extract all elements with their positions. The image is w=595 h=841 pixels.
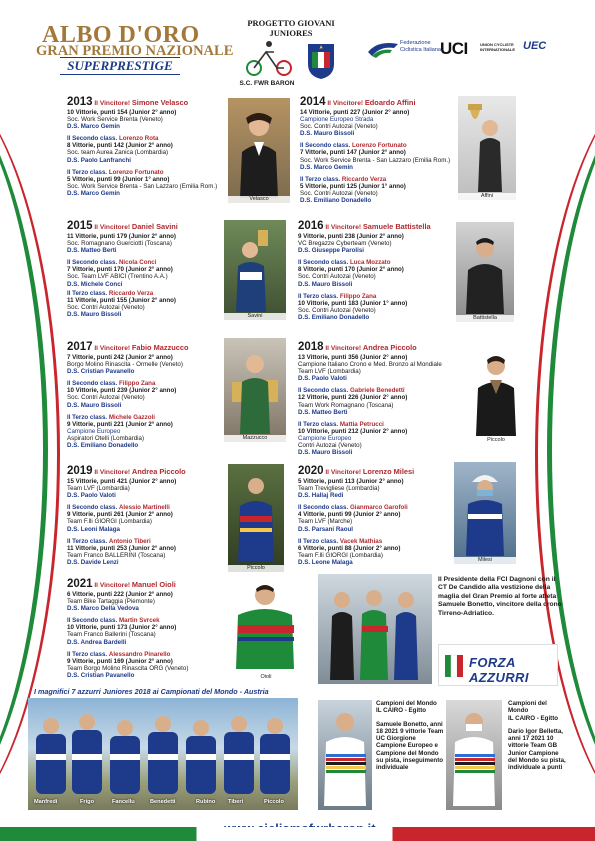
photo-caption: Battistella — [456, 315, 514, 322]
second-label: Il Secondo class. — [67, 504, 118, 512]
photo-president-ceremony — [318, 574, 432, 684]
team-name-rubino: Rubino — [196, 799, 216, 805]
second-name: Alessio Martinelli — [118, 504, 170, 512]
winner-name: Andrea Piccolo — [362, 343, 417, 352]
entry-year: 2019 — [67, 465, 93, 477]
winner-team: Team LVF (Lombardia) — [298, 368, 361, 376]
campioni-title: Campioni del Mondo — [508, 700, 547, 715]
rider-silhouette-icon — [462, 230, 508, 314]
entry-year: 2017 — [67, 341, 93, 353]
third-name: Mattia Petrucci — [339, 420, 384, 428]
second-stats: 8 Vittorie, punti 142 (Junior 2° anno) — [67, 142, 173, 150]
second-stats: 7 Vittorie, punti 170 (Junior 2° anno) — [67, 266, 173, 274]
entry-2015 — [67, 220, 229, 318]
team-name-tiberi: Tiberi — [228, 799, 244, 805]
winner-title: Campione Italiano Crono e Med. Bronzo al Mondiale — [298, 361, 442, 369]
third-stats: 9 Vittorie, punti 169 (Junior 2° anno) — [67, 657, 173, 665]
fci-logo-icon — [368, 40, 398, 58]
third-stats: 5 Vittorie, punti 125 (Junior 1° anno) — [300, 182, 406, 190]
second-label: Il Secondo class. — [67, 259, 118, 267]
second-ds: D.S. Mauro Bissoli — [298, 280, 353, 288]
winner-team: Team Bike Tartaggia (Piemonte) — [67, 598, 155, 606]
entry-2016 — [298, 220, 460, 321]
team-name-fancellu: Fancellu — [112, 799, 135, 805]
winner-name: Fabio Mazzucco — [131, 343, 189, 352]
winner-label: Il Vincitore! — [94, 100, 131, 107]
second-name: Gabriele Benedetti — [349, 387, 405, 395]
second-label: Il Secondo class. — [298, 387, 349, 395]
bottom-tricolore-bar — [0, 827, 595, 841]
second-stats: 8 Vittorie, punti 170 (Junior 2° anno) — [298, 266, 404, 274]
uci-logo: UCI — [440, 39, 468, 58]
photo-caption: Velasco — [228, 196, 290, 203]
uec-logo: UEC — [523, 40, 547, 52]
cyclist-helmet-icon — [460, 468, 510, 556]
club-name: S.C. FWR BARON — [239, 80, 295, 87]
winner-name: Samuele Battistella — [362, 222, 431, 231]
winner-team: Team LVF (Lombardia) — [67, 485, 130, 493]
second-name: Nicola Conci — [118, 259, 157, 267]
third-title: Campione Europeo — [67, 427, 121, 435]
team-name-frigo: Frigo — [80, 799, 94, 805]
photo-oioli — [222, 577, 310, 681]
second-ds: D.S. Mauro Bissoli — [67, 401, 122, 409]
second-label: Il Secondo class. — [67, 380, 118, 388]
third-label: Il Terzo class. — [67, 168, 108, 176]
photo-caption: Mazzucco — [224, 435, 286, 442]
rider-silhouette-icon — [236, 108, 282, 198]
cyclist-jersey-icon — [232, 472, 280, 562]
third-team: Team Borgo Molino Rinascita ORG (Veneto) — [67, 664, 189, 672]
second-ds: D.S. Marco Gemin — [300, 163, 353, 171]
second-name: Gianmarco Garofoli — [349, 504, 408, 512]
entry-2017 — [67, 341, 229, 449]
second-team: Soc. team Aurea Zanica (Lombardia) — [67, 149, 169, 157]
winner-label: Il Vincitore! — [94, 345, 131, 352]
winner-team: VC Bregazze Cyberteam (Veneto) — [298, 240, 392, 248]
winner-ds: D.S. Cristian Pavanello — [67, 368, 135, 376]
photo-caption: Oioli — [222, 674, 310, 681]
photo-caption: Piccolo — [468, 437, 524, 444]
third-label: Il Terzo class. — [298, 420, 339, 428]
winner-label: Il Vincitore! — [94, 469, 131, 476]
team-riders-icon — [28, 698, 298, 810]
third-team: Soc. Contri Autozai (Veneto) — [298, 306, 376, 314]
photo-affini — [458, 96, 516, 200]
winner-name: Edoardo Affini — [364, 98, 416, 107]
photo-velasco — [228, 98, 290, 203]
winner-ds: D.S. Marco Della Vedova — [67, 605, 139, 613]
entry-year: 2021 — [67, 578, 93, 590]
winner-stats: 6 Vittorie, punti 222 (Junior 2° anno) — [67, 591, 173, 598]
second-label: Il Secondo class. — [298, 259, 349, 267]
entry-2019 — [67, 465, 229, 566]
photo-caption: Savini — [224, 313, 286, 320]
team-name-piccolo: Piccolo — [264, 799, 284, 805]
title-superprestige: SUPERPRESTIGE — [60, 57, 180, 75]
winner-stats: 10 Vittorie, punti 154 (Junior 2° anno) — [67, 109, 177, 116]
magnifici-caption: I magnifici 7 azzurri Juniores 2018 ai Campionati del Mondo - Austria — [34, 687, 269, 696]
third-name: Vacek Mathias — [339, 537, 383, 545]
second-team: Team F.lli GIORGI (Lombardia) — [67, 518, 152, 526]
campioni-text: Dario Igor Belletta, anni 17 2021 10 vittorie Team GB Junior Campione del Mondo su pista, individuale a punti — [508, 727, 566, 772]
entry-2021 — [67, 578, 229, 679]
photo-battistella — [456, 222, 514, 322]
winner-ds: D.S. Hallaj Redi — [298, 492, 344, 500]
winner-stats: 15 Vittorie, punti 421 (Junior 2° anno) — [67, 478, 177, 485]
second-team: Team LVF (Marche) — [298, 518, 353, 526]
campioni-place: IL CAIRO - Egitto — [376, 707, 427, 715]
team-name-benedetti: Benedetti — [150, 799, 176, 805]
third-team: Soc. Contri Autozai (Veneto) — [67, 303, 145, 311]
forza-azzurri-text: FORZA AZZURRI — [469, 655, 529, 685]
winner-team: Team Trevigliese (Lombardia) — [298, 485, 380, 493]
world-champion-jersey-icon — [320, 706, 370, 806]
third-stats: 11 Vittorie, punti 253 (Junior 2° anno) — [67, 544, 176, 552]
second-stats: 9 Vittorie, punti 261 (Junior 2° anno) — [67, 511, 173, 519]
winner-name: Andrea Piccolo — [131, 467, 186, 476]
third-label: Il Terzo class. — [67, 413, 108, 421]
title-gran-premio: GRAN PREMIO NAZIONALE — [36, 43, 234, 59]
second-ds: D.S. Paolo Lanfranchi — [67, 156, 131, 164]
second-team: Soc. Work Service Brenta - San Lazzaro (Emilia Rom.) — [300, 156, 451, 164]
italia-shield-icon — [306, 42, 336, 80]
second-stats: 4 Vittorie, punti 99 (Junior 2° anno) — [298, 511, 401, 519]
winner-title: Campione Europeo Strada — [300, 116, 374, 124]
winner-stats: 7 Vittorie, punti 242 (Junior 2° anno) — [67, 354, 173, 361]
photo-bonetto — [318, 700, 372, 810]
third-label: Il Terzo class. — [67, 537, 108, 545]
third-name: Lorenzo Fortunato — [108, 168, 164, 176]
third-label: Il Terzo class. — [67, 650, 108, 658]
trophy-rider-icon — [230, 346, 280, 434]
third-stats: 10 Vittorie, punti 212 (Junior 2° anno) — [298, 427, 408, 435]
second-name: Lorenzo Rota — [118, 135, 159, 143]
photo-piccolo-2018 — [468, 342, 524, 444]
second-ds: D.S. Matteo Berti — [298, 408, 348, 416]
second-team: Soc. Contri Autozai (Veneto) — [298, 273, 376, 281]
winner-label: Il Vincitore! — [325, 224, 362, 231]
winner-label: Il Vincitore! — [327, 100, 364, 107]
winner-ds: D.S. Paolo Valoti — [298, 375, 347, 383]
winner-stats: 13 Vittorie, punti 356 (Junior 2° anno) — [298, 354, 408, 361]
third-label: Il Terzo class. — [298, 537, 339, 545]
winner-label: Il Vincitore! — [94, 224, 131, 231]
entry-year: 2018 — [298, 341, 324, 353]
second-ds: D.S. Andrea Bardelli — [67, 638, 127, 646]
flag-heart-icon — [443, 651, 469, 681]
photo-mazzucco — [224, 338, 286, 442]
third-label: Il Terzo class. — [300, 175, 341, 183]
third-team: Soc. Contri Autozai (Veneto) — [300, 189, 378, 197]
winner-ds: D.S. Mauro Bissoli — [300, 130, 355, 138]
campioni-title: Campioni del Mondo — [376, 700, 437, 707]
winner-ds: D.S. Giuseppe Parolisi — [298, 247, 365, 255]
second-ds: D.S. Michele Conci — [67, 280, 123, 288]
second-label: Il Secondo class. — [300, 142, 351, 150]
second-team: Team Franco Ballerini (Toscana) — [67, 631, 156, 639]
third-stats: 9 Vittorie, punti 221 (Junior 2° anno) — [67, 420, 173, 428]
third-ds: D.S. Mauro Bissoli — [298, 449, 353, 457]
third-ds: D.S. Emiliano Donadello — [298, 313, 370, 321]
campioni-block-belletta — [508, 700, 568, 772]
winner-label: Il Vincitore! — [94, 582, 131, 589]
third-stats: 6 Vittorie, punti 88 (Junior 2° anno) — [298, 544, 401, 552]
third-name: Riccardo Verza — [341, 175, 387, 183]
winner-ds: D.S. Paolo Valoti — [67, 492, 116, 500]
team-name-manfredi: Manfredi — [34, 799, 58, 805]
entry-year: 2014 — [300, 96, 326, 108]
forza-azzurri-banner — [438, 644, 558, 686]
third-stats: 11 Vittorie, punti 155 (Junior 2° anno) — [67, 296, 176, 304]
winner-team: Soc. Work Service Brenta (Veneto) — [67, 116, 163, 124]
winner-ds: D.S. Matteo Berti — [67, 247, 117, 255]
third-team: Team Franco BALLERINI (Toscana) — [67, 551, 166, 559]
president-caption: Il Presidente della FCI Dagnoni con il CT De Candido alla vestizione della maglia del Gran Premio al forte atleta Samuele Bonetto, vincitore della crono Tirreno-Adriatico. — [438, 576, 562, 617]
winner-team: Soc. Contri Autozai (Veneto) — [300, 123, 378, 131]
winner-stats: 9 Vittorie, punti 238 (Junior 2° anno) — [298, 233, 404, 240]
ceremony-figures-icon — [322, 580, 428, 680]
entry-year: 2020 — [298, 465, 324, 477]
second-team: Team Work Romagnano (Toscana) — [298, 401, 394, 409]
third-ds: D.S. Leone Malaga — [298, 558, 353, 566]
winner-team: Borgo Molino Rinascita - Ormelle (Veneto) — [67, 361, 183, 369]
winner-team: Soc. Romagnano Guerciotti (Toscana) — [67, 240, 172, 248]
third-ds: D.S. Emiliano Donadello — [67, 442, 139, 450]
photo-caption: Affini — [458, 193, 516, 200]
trophy-rider-icon — [464, 102, 510, 192]
progetto-heading: PROGETTO GIOVANI JUNIORES — [247, 18, 335, 38]
photo-savini — [224, 220, 286, 320]
third-name: Antonio Tiberi — [108, 537, 151, 545]
third-team: Aspiratori Otelli (Lombardia) — [67, 434, 145, 442]
third-name: Riccardo Verza — [108, 289, 154, 297]
third-team: Contri Autozai (Veneto) — [298, 442, 362, 450]
title-albo: ALBO D'ORO — [42, 22, 200, 48]
fci-label: Federazione Ciclistica Italiana — [400, 40, 441, 53]
winner-stats: 14 Vittorie, punti 227 (Junior 2° anno) — [300, 109, 410, 116]
second-label: Il Secondo class. — [67, 617, 118, 625]
second-name: Martin Svrcek — [118, 617, 160, 625]
entry-year: 2013 — [67, 96, 93, 108]
entry-2018 — [298, 341, 460, 456]
second-name: Luca Mozzato — [349, 259, 391, 267]
second-name: Lorenzo Fortunato — [351, 142, 407, 150]
second-team: Soc. Contri Autozai (Veneto) — [67, 394, 145, 402]
third-ds: D.S. Marco Gemin — [67, 189, 120, 197]
entry-2014 — [300, 96, 460, 204]
second-ds: D.S. Leoni Malaga — [67, 525, 120, 533]
winner-label: Il Vincitore! — [325, 345, 362, 352]
second-name: Filippo Zana — [118, 380, 156, 388]
third-label: Il Terzo class. — [67, 289, 108, 297]
photo-piccolo-2019 — [228, 464, 284, 572]
campioni-block-bonetto — [376, 700, 444, 772]
winner-stats: 11 Vittorie, punti 179 (Junior 2° anno) — [67, 233, 176, 240]
third-team: Team F.lli GIORGI (Lombardia) — [298, 551, 383, 559]
campioni-text: Samuele Bonetto, anni 18 2021 9 vittorie Team UC Giorgione Campione Europeo e Campione del Mondo su pista, inseguimento individuale — [376, 720, 444, 772]
photo-caption: Milesi — [454, 557, 516, 564]
campioni-place: IL CAIRO - Egitto — [508, 714, 559, 722]
second-stats: 10 Vittorie, punti 239 (Junior 2° anno) — [67, 387, 177, 395]
second-stats: 10 Vittorie, punti 173 (Junior 2° anno) — [67, 624, 177, 632]
third-name: Alessandro Pinarello — [108, 650, 171, 658]
third-ds: D.S. Mauro Bissoli — [67, 310, 122, 318]
photo-milesi — [454, 462, 516, 564]
winner-name: Daniel Savini — [131, 222, 178, 231]
third-ds: D.S. Davide Lenzi — [67, 558, 119, 566]
third-stats: 5 Vittorie, punti 99 (Junior 1° anno) — [67, 175, 170, 183]
cyclist-jersey-icon — [232, 581, 298, 669]
winner-stats: 5 Vittorie, punti 113 (Junior 2° anno) — [298, 478, 404, 485]
third-name: Michele Gazzoli — [108, 413, 155, 421]
team-photo-2018 — [28, 698, 298, 810]
rider-silhouette-icon — [472, 350, 520, 436]
world-champion-jersey-icon — [449, 706, 499, 806]
third-name: Filippo Zana — [339, 292, 377, 300]
second-stats: 12 Vittorie, punti 226 (Junior 2° anno) — [298, 394, 408, 402]
second-ds: D.S. Parsani Raoul — [298, 525, 354, 533]
third-ds: D.S. Emiliano Donadello — [300, 197, 372, 205]
entry-2013 — [67, 96, 229, 197]
winner-label: Il Vincitore! — [325, 469, 362, 476]
second-team: Soc. Team LVF ABICI (Trentino A.A.) — [67, 273, 168, 281]
entry-year: 2016 — [298, 220, 324, 232]
photo-belletta — [446, 700, 502, 810]
third-label: Il Terzo class. — [298, 292, 339, 300]
entry-year: 2015 — [67, 220, 93, 232]
podium-rider-icon — [230, 226, 280, 312]
club-logo-icon — [244, 38, 294, 80]
entry-2020 — [298, 465, 460, 566]
third-team: Soc. Work Service Brenta - San Lazzaro (Emilia Rom.) — [67, 182, 218, 190]
third-stats: 10 Vittorie, punti 183 (Junior 1° anno) — [298, 299, 408, 307]
second-label: Il Secondo class. — [67, 135, 118, 143]
photo-caption: Piccolo — [228, 565, 284, 572]
winner-name: Simone Velasco — [131, 98, 189, 107]
third-title: Campione Europeo — [298, 434, 352, 442]
second-stats: 7 Vittorie, punti 147 (Junior 2° anno) — [300, 149, 406, 157]
second-label: Il Secondo class. — [298, 504, 349, 512]
winner-ds: D.S. Marco Gemin — [67, 123, 120, 131]
uci-label: UNION CYCLISTE INTERNATIONALE — [480, 42, 516, 52]
winner-name: Manuel Oioli — [131, 580, 176, 589]
third-ds: D.S. Cristian Pavanello — [67, 671, 135, 679]
winner-name: Lorenzo Milesi — [362, 467, 415, 476]
